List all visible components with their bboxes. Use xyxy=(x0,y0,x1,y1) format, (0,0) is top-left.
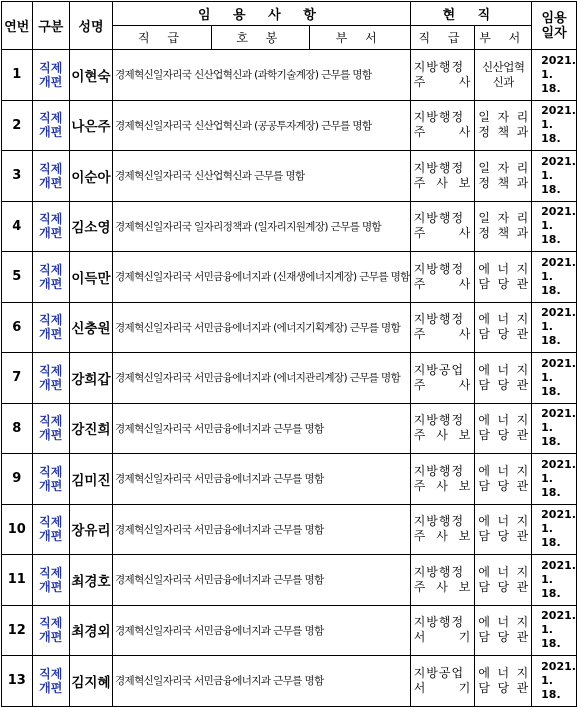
category-line1: 직제 xyxy=(39,161,63,176)
date-line2: 1. 18. xyxy=(541,673,561,701)
grade-line2: 주 사 xyxy=(413,327,472,342)
row-name: 최경외 xyxy=(69,605,112,656)
dept-line2: 담 당 관 xyxy=(478,276,529,291)
header-name: 성명 xyxy=(69,2,112,50)
row-category xyxy=(32,353,69,404)
row-name: 강희갑 xyxy=(69,353,112,404)
row-current-grade xyxy=(410,555,475,606)
table-row xyxy=(2,555,577,606)
row-number: 2 xyxy=(2,100,33,151)
row-date xyxy=(532,656,577,707)
row-name: 김소영 xyxy=(69,201,112,252)
row-current-grade xyxy=(410,151,475,202)
appointment-table xyxy=(1,1,577,707)
dept-line1: 에 너 지 xyxy=(478,665,529,680)
category-line1: 직제 xyxy=(39,515,63,530)
row-category xyxy=(32,656,69,707)
category-line1: 직제 xyxy=(39,60,63,75)
date-line2: 1. 18. xyxy=(541,572,561,600)
dept-line1: 일 자 리 xyxy=(478,160,529,175)
date-line2: 1. 18. xyxy=(541,67,561,95)
category-line1: 직제 xyxy=(39,414,63,429)
header-date xyxy=(532,2,577,50)
category-line1: 직제 xyxy=(39,262,63,277)
date-line1: 2021. xyxy=(541,306,576,320)
row-appointment: 경제혁신일자리국 서민금융에너지과 (신재생에너지계장) 근무를 명함 xyxy=(113,252,411,303)
dept-line2: 담 당 관 xyxy=(478,428,529,443)
header-current: 현 직 xyxy=(410,2,531,26)
dept-line1: 에 너 지 xyxy=(478,514,529,529)
table-row xyxy=(2,100,577,151)
row-appointment: 경제혁신일자리국 신산업혁신과 (과학기술계장) 근무를 명함 xyxy=(113,50,411,101)
table-row xyxy=(2,151,577,202)
row-date xyxy=(532,201,577,252)
dept-line1: 에 너 지 xyxy=(478,312,529,327)
header-current-dept: 부 서 xyxy=(475,26,532,50)
row-number: 11 xyxy=(2,555,33,606)
row-date xyxy=(532,353,577,404)
header-date-line1: 임용 xyxy=(541,10,567,26)
category-line2: 개편 xyxy=(39,125,63,140)
dept-line2: 정 책 과 xyxy=(478,125,529,140)
dept-line1: 일 자 리 xyxy=(478,110,529,125)
row-current-grade xyxy=(410,656,475,707)
row-category xyxy=(32,605,69,656)
row-category xyxy=(32,454,69,505)
date-line2: 1. 18. xyxy=(541,421,561,449)
date-line2: 1. 18. xyxy=(541,168,561,196)
row-number: 5 xyxy=(2,252,33,303)
header-step: 호 봉 xyxy=(211,26,309,50)
date-line2: 1. 18. xyxy=(541,118,561,146)
row-appointment: 경제혁신일자리국 서민금융에너지과 근무를 명함 xyxy=(113,605,411,656)
header-appointment: 임 용 사 항 xyxy=(113,2,411,26)
date-line1: 2021. xyxy=(541,154,576,168)
date-line1: 2021. xyxy=(541,255,576,269)
row-date xyxy=(532,302,577,353)
grade-line1: 지방행정 xyxy=(413,564,465,579)
row-number: 7 xyxy=(2,353,33,404)
row-category xyxy=(32,151,69,202)
grade-line2: 주 사 보 xyxy=(413,529,472,544)
row-current-grade xyxy=(410,605,475,656)
row-name: 이득만 xyxy=(69,252,112,303)
dept-line2: 담 당 관 xyxy=(478,579,529,594)
table-row xyxy=(2,50,577,101)
grade-line1: 지방행정 xyxy=(413,211,465,226)
row-name: 나은주 xyxy=(69,100,112,151)
category-line1: 직제 xyxy=(39,212,63,227)
row-number: 9 xyxy=(2,454,33,505)
row-name: 김지혜 xyxy=(69,656,112,707)
category-line1: 직제 xyxy=(39,363,63,378)
grade-line1: 지방행정 xyxy=(413,110,465,125)
row-appointment: 경제혁신일자리국 서민금융에너지과 (에너지관리계장) 근무를 명함 xyxy=(113,353,411,404)
category-line2: 개편 xyxy=(39,478,63,493)
row-number: 10 xyxy=(2,504,33,555)
table-row xyxy=(2,605,577,656)
grade-line1: 지방행정 xyxy=(413,59,465,74)
table-row xyxy=(2,504,577,555)
row-category xyxy=(32,302,69,353)
row-current-grade xyxy=(410,504,475,555)
row-date xyxy=(532,403,577,454)
row-number: 12 xyxy=(2,605,33,656)
header-grade: 직 급 xyxy=(113,26,212,50)
row-current-dept xyxy=(475,252,532,303)
header-current-grade: 직 급 xyxy=(410,26,475,50)
row-current-grade xyxy=(410,454,475,505)
category-line2: 개편 xyxy=(39,276,63,291)
row-current-grade xyxy=(410,100,475,151)
category-line2: 개편 xyxy=(39,327,63,342)
dept-line1: 에 너 지 xyxy=(478,362,529,377)
date-line1: 2021. xyxy=(541,356,576,370)
row-date xyxy=(532,50,577,101)
row-name: 장유리 xyxy=(69,504,112,555)
row-category xyxy=(32,50,69,101)
row-current-grade xyxy=(410,252,475,303)
row-name: 이현숙 xyxy=(69,50,112,101)
row-category xyxy=(32,201,69,252)
dept-line2: 담 당 관 xyxy=(478,377,529,392)
date-line2: 1. 18. xyxy=(541,623,561,651)
category-line2: 개편 xyxy=(39,579,63,594)
date-line1: 2021. xyxy=(541,205,576,219)
row-current-dept xyxy=(475,302,532,353)
row-number: 8 xyxy=(2,403,33,454)
row-date xyxy=(532,555,577,606)
date-line1: 2021. xyxy=(541,609,576,623)
row-appointment: 경제혁신일자리국 서민금융에너지과 근무를 명함 xyxy=(113,656,411,707)
dept-line2: 담 당 관 xyxy=(478,630,529,645)
grade-line2: 주 사 보 xyxy=(413,175,472,190)
grade-line2: 주 사 xyxy=(413,377,472,392)
row-date xyxy=(532,504,577,555)
row-number: 3 xyxy=(2,151,33,202)
table-row xyxy=(2,201,577,252)
row-current-dept xyxy=(475,201,532,252)
row-current-dept xyxy=(475,353,532,404)
row-name: 최경호 xyxy=(69,555,112,606)
row-category xyxy=(32,100,69,151)
row-number: 6 xyxy=(2,302,33,353)
category-line2: 개편 xyxy=(39,74,63,89)
row-current-grade xyxy=(410,201,475,252)
category-line2: 개편 xyxy=(39,377,63,392)
row-date xyxy=(532,252,577,303)
dept-line1: 에 너 지 xyxy=(478,463,529,478)
row-appointment: 경제혁신일자리국 서민금융에너지과 근무를 명함 xyxy=(113,454,411,505)
row-appointment: 경제혁신일자리국 신산업혁신과 근무를 명함 xyxy=(113,151,411,202)
row-appointment: 경제혁신일자리국 일자리정책과 (일자리지원계장) 근무를 명함 xyxy=(113,201,411,252)
grade-line2: 주 사 보 xyxy=(413,478,472,493)
row-date xyxy=(532,454,577,505)
grade-line2: 주 사 보 xyxy=(413,428,472,443)
category-line2: 개편 xyxy=(39,226,63,241)
row-current-dept xyxy=(475,151,532,202)
category-line1: 직제 xyxy=(39,616,63,631)
date-line2: 1. 18. xyxy=(541,269,561,297)
grade-line2: 주 사 보 xyxy=(413,579,472,594)
category-line2: 개편 xyxy=(39,680,63,695)
dept-line1: 일 자 리 xyxy=(478,211,529,226)
category-line1: 직제 xyxy=(39,313,63,328)
row-name: 신충원 xyxy=(69,302,112,353)
table-row xyxy=(2,252,577,303)
date-line1: 2021. xyxy=(541,659,576,673)
row-current-grade xyxy=(410,353,475,404)
grade-line2: 주 사 xyxy=(413,74,472,89)
grade-line1: 지방공업 xyxy=(413,665,465,680)
date-line1: 2021. xyxy=(541,457,576,471)
row-appointment: 경제혁신일자리국 서민금융에너지과 근무를 명함 xyxy=(113,403,411,454)
category-line2: 개편 xyxy=(39,630,63,645)
grade-line2: 주 사 xyxy=(413,125,472,140)
row-current-dept xyxy=(475,605,532,656)
category-line1: 직제 xyxy=(39,111,63,126)
row-current-grade xyxy=(410,302,475,353)
category-line2: 개편 xyxy=(39,175,63,190)
row-current-dept xyxy=(475,504,532,555)
dept-line2: 정 책 과 xyxy=(478,226,529,241)
date-line2: 1. 18. xyxy=(541,370,561,398)
dept-line1: 에 너 지 xyxy=(478,261,529,276)
category-line2: 개편 xyxy=(39,529,63,544)
grade-line1: 지방행정 xyxy=(413,514,465,529)
header-no: 연번 xyxy=(2,2,33,50)
row-number: 13 xyxy=(2,656,33,707)
grade-line1: 지방행정 xyxy=(413,463,465,478)
grade-line1: 지방행정 xyxy=(413,160,465,175)
category-line1: 직제 xyxy=(39,565,63,580)
row-current-dept xyxy=(475,100,532,151)
row-name: 이순아 xyxy=(69,151,112,202)
row-appointment: 경제혁신일자리국 서민금융에너지과 근무를 명함 xyxy=(113,555,411,606)
row-current-dept xyxy=(475,403,532,454)
row-current-dept xyxy=(475,454,532,505)
dept-line2: 담 당 관 xyxy=(478,478,529,493)
date-line1: 2021. xyxy=(541,558,576,572)
category-line2: 개편 xyxy=(39,428,63,443)
date-line1: 2021. xyxy=(541,53,576,67)
row-appointment: 경제혁신일자리국 서민금융에너지과 (에너지기획계장) 근무를 명함 xyxy=(113,302,411,353)
row-category xyxy=(32,252,69,303)
dept-line2: 담 당 관 xyxy=(478,529,529,544)
row-current-grade xyxy=(410,50,475,101)
date-line2: 1. 18. xyxy=(541,219,561,247)
row-name: 김미진 xyxy=(69,454,112,505)
table-row xyxy=(2,656,577,707)
grade-line1: 지방행정 xyxy=(413,615,465,630)
date-line2: 1. 18. xyxy=(541,522,561,550)
row-current-dept: 신산업혁신과 xyxy=(475,50,532,101)
category-line1: 직제 xyxy=(39,464,63,479)
row-current-dept xyxy=(475,555,532,606)
grade-line1: 지방행정 xyxy=(413,413,465,428)
date-line2: 1. 18. xyxy=(541,471,561,499)
grade-line2: 주 사 xyxy=(413,276,472,291)
grade-line2: 주 사 xyxy=(413,226,472,241)
table-row xyxy=(2,302,577,353)
grade-line1: 지방행정 xyxy=(413,261,465,276)
date-line1: 2021. xyxy=(541,407,576,421)
date-line1: 2021. xyxy=(541,508,576,522)
grade-line2: 서 기 xyxy=(413,680,472,695)
row-current-grade xyxy=(410,403,475,454)
dept-line1: 에 너 지 xyxy=(478,564,529,579)
dept-line2: 정 책 과 xyxy=(478,175,529,190)
row-date xyxy=(532,100,577,151)
header-dept: 부 서 xyxy=(309,26,410,50)
table-row xyxy=(2,353,577,404)
date-line1: 2021. xyxy=(541,104,576,118)
header-date-line2: 일자 xyxy=(541,25,567,41)
dept-line2: 담 당 관 xyxy=(478,680,529,695)
row-name: 강진희 xyxy=(69,403,112,454)
row-appointment: 경제혁신일자리국 서민금융에너지과 근무를 명함 xyxy=(113,504,411,555)
category-line1: 직제 xyxy=(39,666,63,681)
row-category xyxy=(32,555,69,606)
dept-line1: 에 너 지 xyxy=(478,615,529,630)
row-category xyxy=(32,403,69,454)
grade-line1: 지방행정 xyxy=(413,312,465,327)
row-number: 1 xyxy=(2,50,33,101)
row-number: 4 xyxy=(2,201,33,252)
row-appointment: 경제혁신일자리국 신산업혁신과 (공공투자계장) 근무를 명함 xyxy=(113,100,411,151)
row-date xyxy=(532,605,577,656)
row-current-dept xyxy=(475,656,532,707)
grade-line1: 지방공업 xyxy=(413,362,465,377)
header-category: 구분 xyxy=(32,2,69,50)
dept-line2: 담 당 관 xyxy=(478,327,529,342)
table-row xyxy=(2,454,577,505)
table-row xyxy=(2,403,577,454)
date-line2: 1. 18. xyxy=(541,320,561,348)
row-category xyxy=(32,504,69,555)
row-date xyxy=(532,151,577,202)
dept-line1: 에 너 지 xyxy=(478,413,529,428)
grade-line2: 서 기 xyxy=(413,630,472,645)
